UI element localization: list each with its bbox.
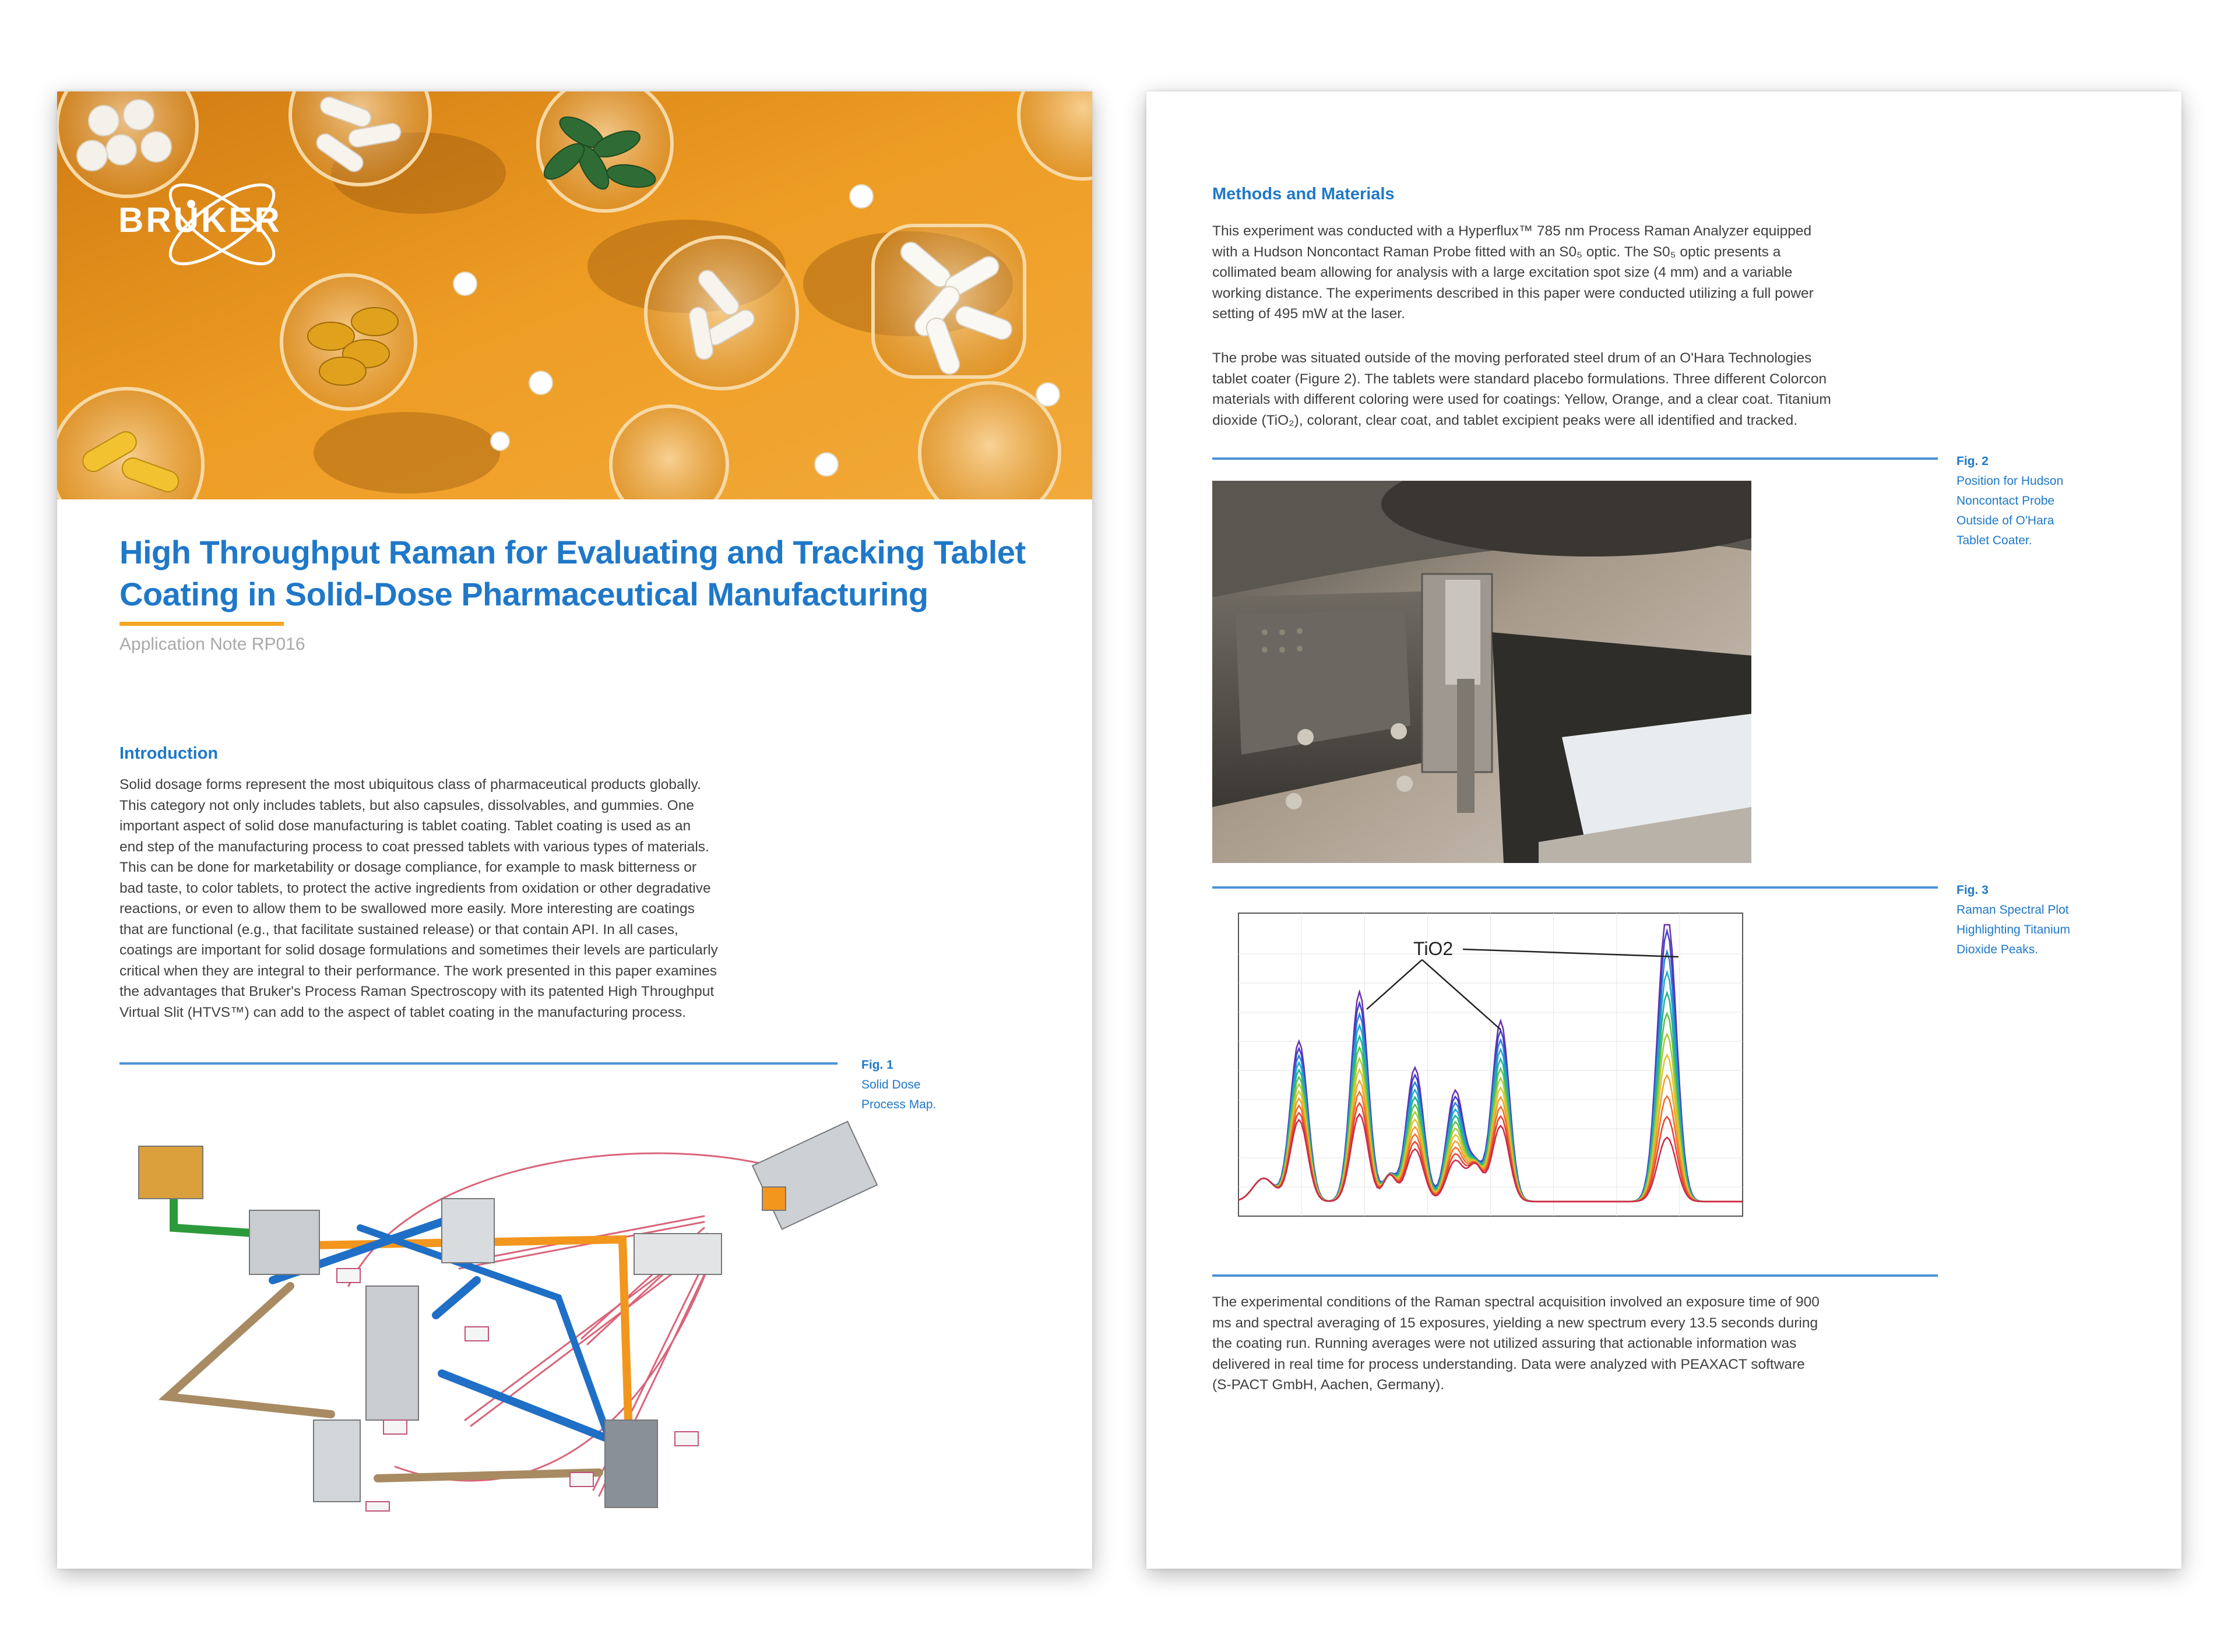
introduction-line: Virtual Slit (HTVS™) can add to the aspect of tablet coating in the manufacturing process. [119,1004,686,1020]
methods-line: tablet coater (Figure 2). The tablets were standard placebo formulations. Three different Colorcon [1212,371,1827,387]
caption-line: Tablet Coater. [1957,534,2032,547]
tio2-annotation: TiO2 [1413,938,1454,959]
methods-line: with a Hudson Noncontact Raman Probe fitted with an S0₅ optic. The S0₅ optic presents a [1212,244,1781,260]
methods-line: The probe was situated outside of the moving perforated steel drum of an O'Hara Technologies [1212,350,1812,366]
document-page-right [1146,91,2181,1569]
methods-paragraph-1 [1212,221,1970,325]
methods-line: This experiment was conducted with a Hyperflux™ 785 nm Process Raman Analyzer equipped [1212,223,1812,239]
raman-chart-svg [1212,907,1751,1245]
fig1-caption-line1: Solid Dose [861,1078,921,1091]
fig3-caption [1957,880,2070,960]
conclusion-paragraph [1212,1292,1970,1396]
introduction-line: that are functional (e.g., that facilitate sustained release) or that contain API. In all cases, [119,921,678,938]
introduction-line: This category not only includes tablets, but also capsules, dissolvables, and gummies. One [119,797,694,813]
introduction-line: reactions, or even to allow them to be swallowed more easily. More interesting are coatings [119,901,695,917]
methods-paragraph-2 [1212,348,1970,431]
figure-rule [1212,457,1938,460]
introduction-heading: Introduction [119,744,219,763]
fig3-raman-spectral-plot [1212,907,1751,1245]
conclusion-line: The experimental conditions of the Raman spectral acquisition involved an exposure time of 900 [1212,1294,1820,1310]
title-line-1: High Throughput Raman for Evaluating and Tracking Tablet [119,534,1026,570]
solid-dose-process-map [115,1094,896,1513]
methods-line: materials with different coloring were used for coatings: Yellow, Orange, and a clear coat. Titanium [1212,392,1831,407]
conclusion-line: the coating run. Running averages were not utilized assuring that actionable information was [1212,1336,1797,1351]
fig2-photo-tablet-coater [1212,481,1751,863]
fig3-label: Fig. 3 [1957,883,1989,897]
fig1-label: Fig. 1 [861,1058,893,1072]
introduction-line: end step of the manufacturing process to coat pressed tablets with various types of materials. [119,839,709,855]
methods-line: setting of 495 mW at the laser. [1212,306,1405,322]
introduction-line: important aspect of solid dose manufacturing is tablet coating. Tablet coating is used as an [119,818,691,834]
fig1-caption-line2: Process Map. [861,1098,937,1111]
caption-line: Position for Hudson [1957,474,2064,488]
conclusion-line: ms and spectral averaging of 15 exposures, yielding a new spectrum every 13.5 seconds during [1212,1315,1818,1331]
methods-line: collimated beam allowing for analysis with a large excitation spot size (4 mm) and a variable [1212,265,1793,280]
caption-line: Noncontact Probe [1957,494,2055,508]
application-note-number: Application Note RP016 [119,635,305,654]
title-accent-rule [119,622,284,626]
methods-line: working distance. The experiments described in this paper were conducted utilizing a full power [1212,285,1814,301]
caption-line: Highlighting Titanium [1957,923,2070,936]
title-line-2: Coating in Solid-Dose Pharmaceutical Manufacturing [119,576,928,612]
pills-photo [57,91,1092,499]
introduction-line: This can be done for marketability or dosage compliance, for example to mask bitterness or [119,860,697,875]
fig2-caption [1957,452,2063,551]
caption-line: Raman Spectral Plot [1957,903,2069,917]
introduction-line: bad taste, to color tablets, to protect the active ingredients from oxidation or other degradative [119,880,711,896]
introduction-paragraph [119,774,970,1023]
fig2-label: Fig. 2 [1957,455,1989,468]
caption-line: Dioxide Peaks. [1957,943,2039,956]
document-page-left [57,91,1092,1569]
introduction-line: Solid dosage forms represent the most ubiquitous class of pharmaceutical products globally. [119,777,701,792]
bruker-logo-text: BRUKER [118,200,282,239]
introduction-line: coatings are important for solid dosage formulations and sometimes their levels are particularly [119,942,718,958]
caption-line: Outside of O'Hara [1957,514,2054,527]
introduction-line: critical when they are integral to their performance. The work presented in this paper examines [119,963,717,979]
figure-rule [119,1062,838,1065]
hero-image-pills [57,91,1092,499]
methods-heading: Methods and Materials [1212,185,1395,203]
methods-line: dioxide (TiO₂), colorant, clear coat, and tablet excipient peaks were all identified and tracked. [1212,412,1798,428]
conclusion-line: delivered in real time for process understanding. Data were analyzed with PEAXACT software [1212,1356,1805,1372]
coater-photo-illustration [1212,481,1751,863]
figure-rule [1212,886,1938,889]
introduction-line: the advantages that Bruker's Process Raman Spectroscopy with its patented High Throughput [119,984,715,999]
conclusion-line: (S-PACT GmbH, Aachen, Germany). [1212,1377,1445,1393]
page-title [119,531,1052,615]
figure-rule [1212,1274,1938,1277]
